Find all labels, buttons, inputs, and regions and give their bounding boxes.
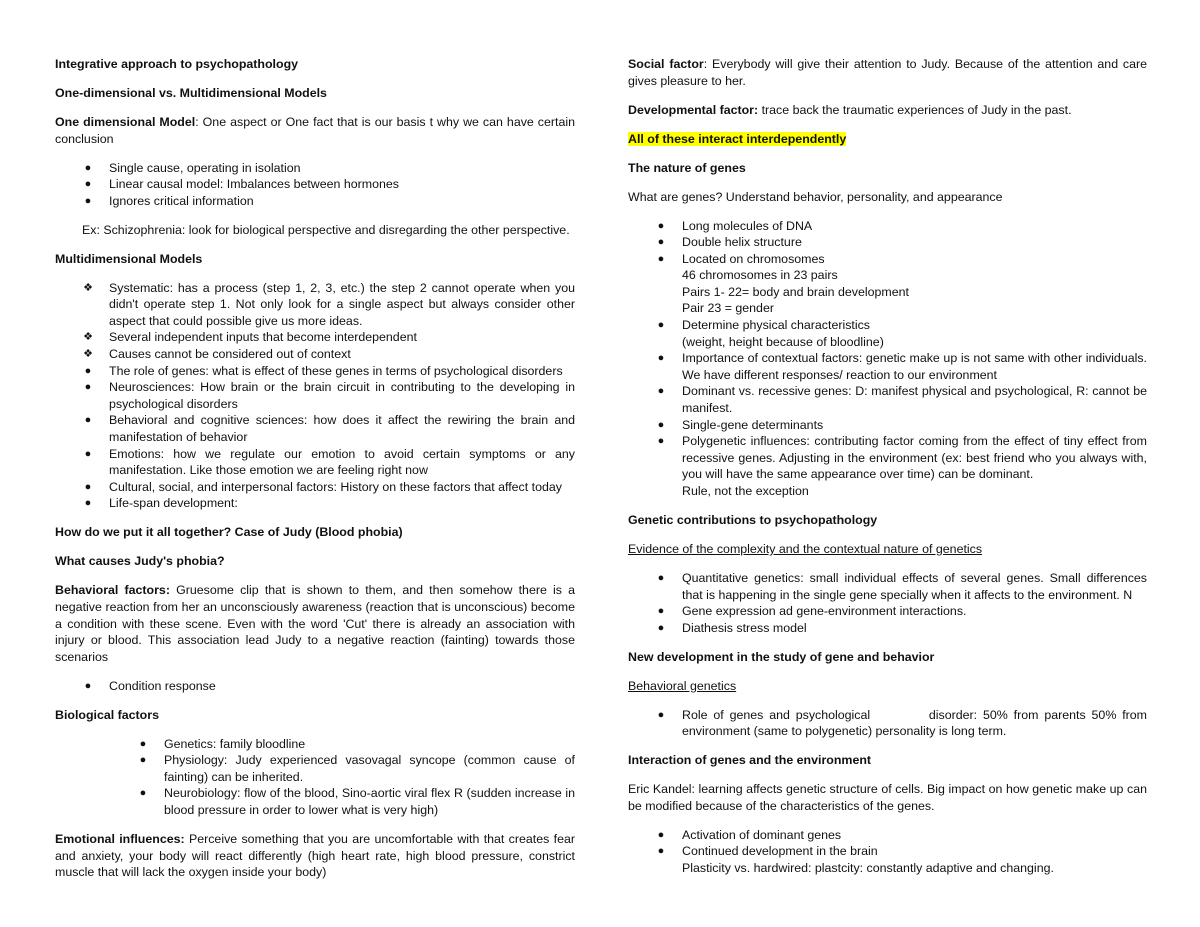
- list-item-text: Double helix structure: [682, 235, 802, 250]
- list-item: [628, 234, 1147, 251]
- bullet-icon: ●: [84, 381, 92, 394]
- list-item: [628, 843, 1147, 876]
- list-item-text: Importance of contextual factors: genetic make up is not same with other individuals. We have different responses/ reaction to our environment: [682, 351, 1147, 382]
- section-heading-interaction: Interaction of genes and the environment: [628, 753, 872, 768]
- section-heading-behavioral-genetics: Behavioral genetics: [628, 678, 737, 693]
- list-item-text: Long molecules of DNA: [682, 218, 813, 233]
- list-item-subline: Plasticity vs. hardwired: plastcity: constantly adaptive and changing.: [682, 861, 1054, 876]
- section-heading-causes: What causes Judy's phobia?: [55, 554, 225, 569]
- bullet-icon: ●: [657, 319, 665, 332]
- kandel-paragraph: Eric Kandel: learning affects genetic structure of cells. Big impact on how genetic make up can be modified because of the characteristics of the genes.: [628, 782, 1147, 813]
- list-item: ● Emotions: how we regulate our emotion to avoid certain symptoms or any manifestation. Like those emotion we are feeling right now: [55, 446, 575, 479]
- list-item: [628, 827, 1147, 844]
- emotional-influences-paragraph: [55, 831, 575, 881]
- social-factor-text: : Everybody will give their attention to Judy. Because of the attention and care gives pleasure to her.: [628, 57, 1147, 88]
- bullet-icon: ●: [84, 679, 92, 692]
- list-item: ● Condition response: [55, 678, 575, 695]
- list-item: ● Diathesis stress model: [628, 620, 1147, 637]
- one-dimensional-text: : One aspect or One fact that is our basis t why we can have certain conclusion: [55, 114, 575, 146]
- bullet-icon: ●: [657, 621, 665, 634]
- diamond-bullet-icon: ❖: [83, 348, 93, 361]
- section-heading-evidence: Evidence of the complexity and the contextual nature of genetics: [628, 541, 983, 556]
- list-item: [628, 383, 1147, 416]
- bullet-icon: ●: [657, 845, 665, 858]
- bullet-icon: ●: [84, 194, 92, 207]
- example-paragraph: Ex: Schizophrenia: look for biological perspective and disregarding the other perspective.: [82, 222, 570, 237]
- bullet-icon: ●: [657, 219, 665, 232]
- bullet-icon: ●: [657, 708, 665, 721]
- social-factor-label: Social factor: [628, 57, 704, 71]
- multidimensional-list: [55, 280, 575, 512]
- one-dimensional-label: One dimensional Model: [55, 114, 196, 129]
- list-item: ● Physiology: Judy experienced vasovagal syncope (common cause of fainting) can be inherited.: [55, 752, 575, 785]
- list-item: ● Cultural, social, and interpersonal factors: History on these factors that affect today: [55, 479, 575, 496]
- bullet-icon: ●: [657, 385, 665, 398]
- list-item-text: Activation of dominant genes: [682, 827, 842, 842]
- list-item: ● Neurobiology: flow of the blood, Sino-aortic viral flex R (sudden increase in blood pressure in order to lower what is very high): [55, 785, 575, 818]
- section-heading-genetic-contributions: Genetic contributions to psychopathology: [628, 513, 878, 527]
- list-item-subline: Rule, not the exception: [682, 484, 809, 499]
- list-item: ❖ Several independent inputs that become interdependent: [55, 329, 575, 346]
- section-heading-genes: The nature of genes: [628, 160, 746, 175]
- genes-list: [628, 218, 1147, 500]
- developmental-factor-paragraph: [628, 102, 1147, 119]
- left-column: [55, 56, 575, 893]
- emotional-influences-label: Emotional influences:: [55, 832, 185, 847]
- behavioral-factors-label: Behavioral factors:: [55, 583, 170, 598]
- list-item-text: Continued development in the brain: [682, 844, 878, 859]
- behavioral-list: [55, 678, 575, 695]
- list-item: ● Role of genes and psychological disorder: 50% from parents 50% from environment (same to polygenetic) personality is long term.: [628, 707, 1147, 740]
- list-item: ● Linear causal model: Imbalances between hormones: [55, 176, 575, 193]
- list-item-subline: (weight, height because of bloodline): [682, 334, 884, 349]
- list-item: [628, 317, 1147, 350]
- bullet-icon: ●: [84, 364, 92, 377]
- list-item: ● Genetics: family bloodline: [55, 736, 575, 753]
- list-item-text: Located on chromosomes: [682, 251, 825, 266]
- emotional-influences-text: Perceive something that you are uncomfortable with that creates fear and anxiety, your body will react differently (high heart rate, high blood pressure, constrict muscle that will lack the oxygen inside your body): [55, 832, 575, 880]
- behavioral-genetics-list: [628, 707, 1151, 740]
- developmental-factor-label: Developmental factor:: [628, 102, 759, 117]
- list-item-subline: Pair 23 = gender: [682, 301, 774, 316]
- list-item: ● Neurosciences: How brain or the brain circuit in contributing to the developing in psychological disorders: [55, 379, 575, 412]
- list-item: ● Life-span development:: [55, 495, 575, 512]
- diamond-bullet-icon: ❖: [83, 331, 93, 344]
- one-dimensional-paragraph: [55, 114, 575, 147]
- bullet-icon: ●: [84, 480, 92, 493]
- bullet-icon: ●: [139, 787, 147, 800]
- bullet-icon: ●: [657, 828, 665, 841]
- bullet-icon: ●: [84, 161, 92, 174]
- section-heading-multidimensional: Multidimensional Models: [55, 251, 203, 266]
- bullet-icon: ●: [657, 352, 665, 365]
- list-item: [628, 251, 1147, 317]
- list-item: [628, 433, 1147, 499]
- list-item-text: Polygenetic influences: contributing factor coming from the effect of tiny effect from recessive genes. Adjusting in the environment (ex: best friend who you always with, you will have the same appearance over time) can be dominant.: [682, 434, 1147, 482]
- biological-list: [55, 736, 575, 819]
- right-column: [628, 56, 1151, 889]
- list-item: ● Quantitative genetics: small individual effects of several genes. Small differences that is happening in the single gene specially when it affects to the environment. N: [628, 570, 1147, 603]
- social-factor-paragraph: [628, 56, 1147, 89]
- section-heading-biological: Biological factors: [55, 707, 159, 722]
- list-item: ● The role of genes: what is effect of these genes in terms of psychological disorders: [55, 363, 575, 380]
- evidence-list: [628, 570, 1147, 636]
- highlighted-text: All of these interact interdependently: [628, 131, 847, 146]
- list-item: ● Behavioral and cognitive sciences: how does it affect the rewiring the brain and manifestation of behavior: [55, 412, 575, 445]
- list-item: ❖ Systematic: has a process (step 1, 2, 3, etc.) the step 2 cannot operate when you didn't operate step 1. Not only look for a single aspect but always consider other aspect that could possible give us more ideas.: [55, 280, 575, 330]
- list-item: ● Ignores critical information: [55, 193, 575, 210]
- list-item: ● Single cause, operating in isolation: [55, 160, 575, 177]
- bullet-icon: ●: [84, 497, 92, 510]
- bullet-icon: ●: [139, 737, 147, 750]
- list-item-text: Single-gene determinants: [682, 417, 824, 432]
- behavioral-factors-text: Gruesome clip that is shown to them, and then somehow there is a negative reaction from her an unconsciously awareness (reaction that is unconscious) become a condition with these scene. Even with the word 'Cut' there is already an association with injury or blood. This association lead Judy to a negative reaction (fainting) towards those scenarios: [55, 583, 575, 664]
- list-item: [628, 218, 1147, 235]
- section-heading-new-development: New development in the study of gene and behavior: [628, 649, 935, 664]
- bullet-icon: ●: [657, 571, 665, 584]
- document-title: Integrative approach to psychopathology: [55, 57, 299, 71]
- highlight-paragraph: [628, 131, 1147, 148]
- section-heading-judy-case: How do we put it all together? Case of Judy (Blood phobia): [55, 525, 403, 540]
- section-heading-models: One-dimensional vs. Multidimensional Models: [55, 85, 327, 100]
- kandel-list: [628, 827, 1147, 877]
- genes-question: What are genes? Understand behavior, personality, and appearance: [628, 189, 1003, 204]
- bullet-icon: ●: [84, 414, 92, 427]
- list-item: ❖ Causes cannot be considered out of context: [55, 346, 575, 363]
- bullet-icon: ●: [657, 252, 665, 265]
- list-item-subline: 46 chromosomes in 23 pairs: [682, 268, 838, 283]
- list-item: [628, 417, 1147, 434]
- list-item-text: Determine physical characteristics: [682, 318, 870, 333]
- list-item: [628, 350, 1147, 383]
- bullet-icon: ●: [657, 605, 665, 618]
- bullet-icon: ●: [84, 447, 92, 460]
- list-item-subline: Pairs 1- 22= body and brain development: [682, 284, 909, 299]
- diamond-bullet-icon: ❖: [83, 281, 93, 294]
- bullet-icon: ●: [657, 236, 665, 249]
- list-item: ● Gene expression ad gene-environment interactions.: [628, 603, 1147, 620]
- bullet-icon: ●: [139, 754, 147, 767]
- list-item-text: Dominant vs. recessive genes: D: manifest physical and psychological, R: cannot be manifest.: [682, 384, 1147, 416]
- bullet-icon: ●: [657, 418, 665, 431]
- one-dimensional-list: [55, 160, 575, 210]
- developmental-factor-text: trace back the traumatic experiences of Judy in the past.: [758, 102, 1072, 117]
- bullet-icon: ●: [657, 435, 665, 448]
- bullet-icon: ●: [84, 178, 92, 191]
- behavioral-factors-paragraph: [55, 582, 575, 665]
